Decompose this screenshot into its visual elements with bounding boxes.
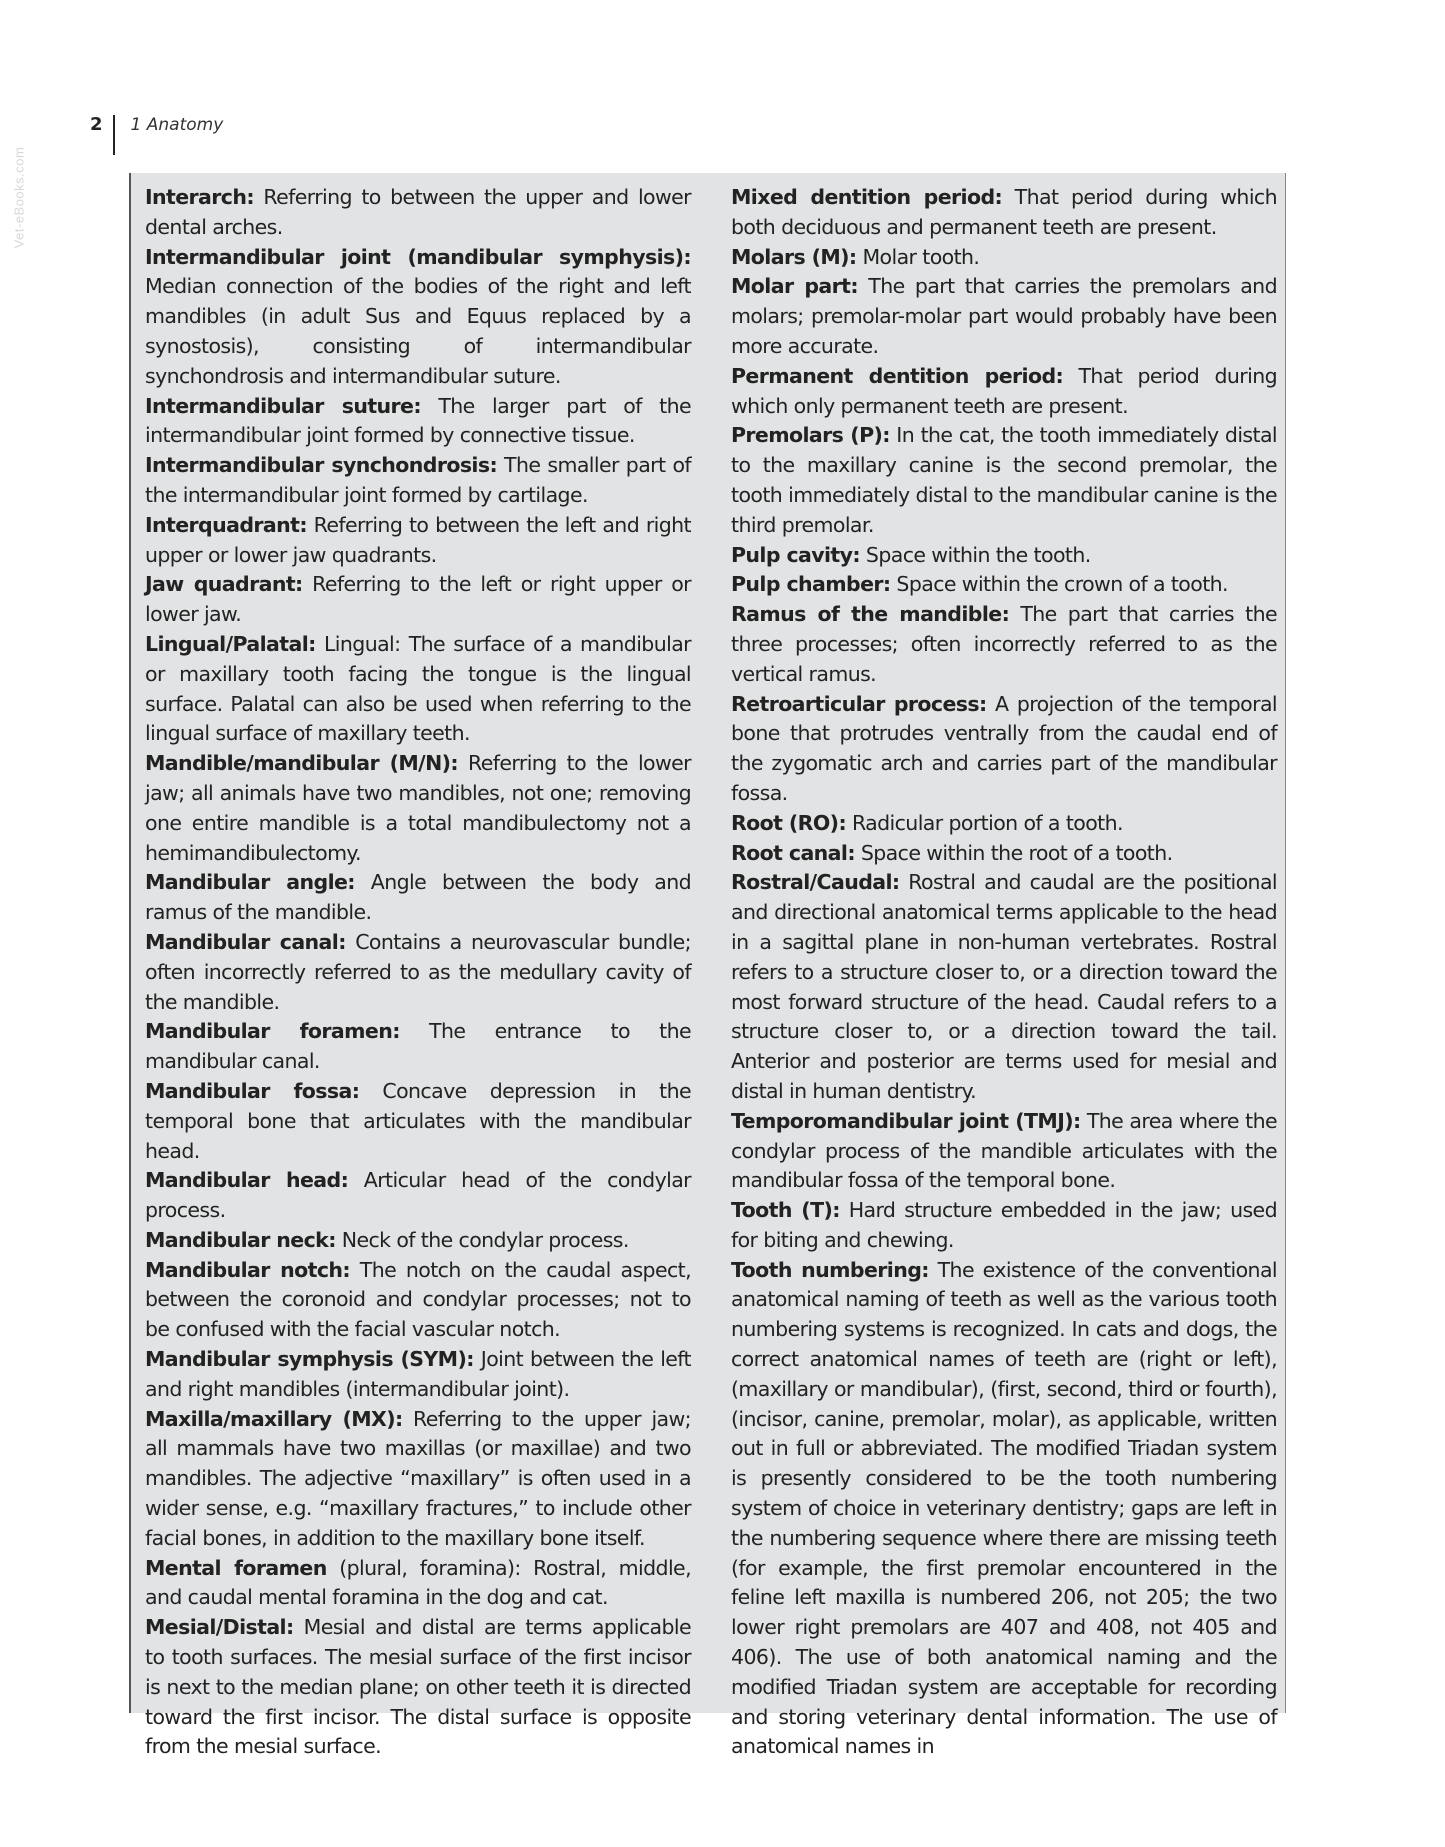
glossary-term: Mandibular symphysis (SYM):: [145, 1347, 474, 1372]
glossary-entry: [145, 1613, 691, 1762]
glossary-definition: Space within the root of a tooth.: [854, 840, 1173, 865]
glossary-definition: Articular head of the condylar process.: [145, 1168, 691, 1223]
glossary-entry: [145, 511, 691, 571]
glossary-definition: Space within the crown of a tooth.: [890, 572, 1228, 597]
glossary-entry: [145, 1256, 691, 1345]
glossary-definition: Referring to the upper jaw; all mammals have two maxillas (or maxillae) and two mandibles. The adjective “maxillary” is often used in a wider sense, e.g. “maxillary fractures,” to include other facial bones, in addition to the maxillary bone itself.: [145, 1406, 691, 1550]
running-head: [90, 115, 223, 155]
glossary-definition: Neck of the condylar process.: [335, 1227, 629, 1252]
glossary-definition: The larger part of the intermandibular joint formed by connective tissue.: [145, 393, 691, 448]
glossary-entry: [145, 1166, 691, 1226]
glossary-term: Permanent dentition period:: [731, 363, 1064, 388]
glossary-term: Retroarticular process:: [731, 691, 987, 716]
glossary-entry: [731, 1256, 1277, 1763]
glossary-definition: A projection of the temporal bone that protrudes ventrally from the caudal end of the zygomatic arch and carries part of the mandibular fossa.: [731, 691, 1278, 805]
glossary-term: Mandibular angle:: [145, 870, 355, 895]
glossary-definition: That period during which only permanent teeth are present.: [731, 363, 1277, 418]
glossary-entry: [145, 451, 691, 511]
glossary-term: Mesial/Distal:: [145, 1615, 294, 1640]
glossary-entry: [731, 1196, 1277, 1256]
glossary-term: Intermandibular joint (mandibular symphysis):: [145, 244, 691, 269]
glossary-definition: (plural, foramina): Rostral, middle, and caudal mental foramina in the dog and cat.: [145, 1555, 691, 1610]
glossary-definition: The area where the condylar process of the mandible articulates with the mandibular fossa of the temporal bone.: [731, 1108, 1277, 1193]
glossary-definition: Referring to between the upper and lower dental arches.: [145, 185, 691, 239]
glossary-term: Intermandibular synchondrosis:: [145, 453, 498, 478]
glossary-entry: [145, 868, 691, 928]
glossary-term: Mandibular neck:: [145, 1227, 336, 1252]
glossary-term: Interarch:: [145, 185, 254, 209]
page-number: 2: [90, 114, 103, 135]
glossary-entry: [145, 1226, 691, 1256]
glossary-entry: [145, 1077, 691, 1166]
glossary-definition: Referring to the left or right upper or lower jaw.: [145, 572, 691, 627]
glossary-term: Mixed dentition period:: [731, 185, 1003, 209]
glossary-definition: The part that carries the three processes; often incorrectly referred to as the vertical ramus.: [731, 602, 1277, 686]
glossary-term: Mandibular notch:: [145, 1257, 350, 1282]
glossary-term: Mandibular canal:: [145, 929, 346, 954]
glossary-definition: The part that carries the premolars and molars; premolar-molar part would probably have been more accurate.: [731, 274, 1277, 358]
glossary-term: Tooth (T):: [731, 1198, 840, 1223]
glossary-term: Mandibular fossa:: [145, 1078, 360, 1103]
header-divider: [113, 115, 115, 155]
glossary-term: Ramus of the mandible:: [731, 602, 1010, 627]
glossary-entry: [145, 749, 691, 868]
glossary-entry: [145, 630, 691, 749]
glossary-term: Lingual/Palatal:: [145, 631, 316, 656]
glossary-entry: [145, 1017, 691, 1077]
glossary-term: Intermandibular suture:: [145, 393, 421, 418]
glossary-definition: Angle between the body and ramus of the mandible.: [145, 870, 691, 925]
glossary-term: Jaw quadrant:: [145, 572, 303, 597]
glossary-term: Mandible/mandibular (M/N):: [145, 751, 458, 776]
glossary-definition: Joint between the left and right mandibles (intermandibular joint).: [145, 1347, 691, 1401]
glossary-entry: [731, 421, 1277, 540]
glossary-entry: [731, 868, 1277, 1106]
glossary-entry: [731, 362, 1277, 422]
glossary-entry: [145, 243, 691, 392]
glossary-term: Molars (M):: [731, 244, 857, 269]
glossary-definition: Median connection of the bodies of the right and left mandibles (in adult Sus and Equus replaced by a synostosis), consisting of intermandibular synchondrosis and intermandibular suture.: [145, 274, 691, 388]
glossary-column-right: [731, 183, 1278, 1759]
glossary-column-left: [145, 183, 691, 1759]
glossary-definition: Radicular portion of a tooth.: [846, 810, 1123, 835]
glossary-term: Tooth numbering:: [731, 1257, 929, 1282]
glossary-definition: The existence of the conventional anatomical naming of teeth as well as the various tooth numbering systems is recognized. In cats and dogs, the correct anatomical names of teeth are (right or left), (maxillary or mandibular), (first, second, third or fourth), (incisor, canine, premolar, molar), as applicable, written out in full or abbreviated. The modified Triadan system is presently considered to be the tooth numbering system of choice in veterinary dentistry; gaps are left in the numbering sequence where there are missing teeth (for example, the first premolar encountered in the feline left maxilla is numbered 206, not 205; the two lower right premolars are 407 and 408, not 405 and 406). The use of both anatomical naming and the modified Triadan system are acceptable for recording and storing veterinary dental information. The use of anatomical names in: [731, 1257, 1277, 1759]
glossary-definition: Referring to between the left and right upper or lower jaw quadrants.: [145, 512, 691, 567]
glossary-entry: [731, 272, 1277, 361]
glossary-entry: [731, 600, 1277, 689]
glossary-term: Root (RO):: [731, 810, 847, 835]
glossary-entry: [145, 183, 691, 243]
glossary-definition: Lingual: The surface of a mandibular or maxillary tooth facing the tongue is the lingual surface. Palatal can also be used when referring to the lingual surface of maxillary teeth.: [145, 631, 691, 746]
glossary-entry: [731, 809, 1277, 839]
glossary-entry: [145, 1554, 691, 1614]
glossary-definition: That period during which both deciduous and permanent teeth are present.: [731, 185, 1277, 239]
glossary-entry: [145, 1405, 691, 1554]
glossary-definition: Concave depression in the temporal bone that articulates with the mandibular head.: [145, 1078, 691, 1163]
glossary-term: Rostral/Caudal:: [731, 870, 900, 895]
chapter-title: 1 Anatomy: [130, 115, 224, 135]
glossary-definition: Rostral and caudal are the positional and directional anatomical terms applicable to the head in a sagittal plane in non-human vertebrates. Rostral refers to a structure closer to, or a direction toward the most forward structure of the head. Caudal refers to a structure closer to, or a direction toward the tail. Anterior and posterior are terms used for mesial and distal in human dentistry.: [731, 870, 1277, 1103]
glossary-term: Mental foramen: [145, 1555, 327, 1580]
glossary-entry: [731, 243, 1277, 273]
glossary-entry: [145, 570, 691, 630]
glossary-term: Mandibular foramen:: [145, 1019, 400, 1044]
glossary-term: Temporomandibular joint (TMJ):: [731, 1108, 1081, 1133]
glossary-term: Pulp cavity:: [731, 542, 860, 567]
glossary-definition: In the cat, the tooth immediately distal to the maxillary canine is the second premolar, the tooth immediately distal to the mandibular canine is the third premolar.: [731, 423, 1278, 537]
glossary-definition: Molar tooth.: [856, 244, 980, 269]
glossary-definition: Mesial and distal are terms applicable to tooth surfaces. The mesial surface of the first incisor is next to the median plane; on other teeth it is directed toward the first incisor. The distal surface is opposite from the mesial surface.: [145, 1615, 691, 1759]
glossary-definition: Hard structure embedded in the jaw; used for biting and chewing.: [731, 1198, 1277, 1252]
glossary-entry: [731, 570, 1277, 600]
glossary-term: Root canal:: [731, 840, 855, 865]
glossary-entry: [731, 690, 1277, 809]
glossary-entry: [145, 1345, 691, 1405]
glossary-definition: Contains a neurovascular bundle; often incorrectly referred to as the medullary cavity of the mandible.: [145, 929, 691, 1014]
glossary-definition: The entrance to the mandibular canal.: [145, 1019, 691, 1074]
glossary-definition: Space within the tooth.: [860, 542, 1091, 567]
glossary-definition: Referring to the lower jaw; all animals have two mandibles, not one; removing one entire mandible is a total mandibulectomy not a hemimandibulectomy.: [145, 751, 691, 865]
glossary-definition: The notch on the caudal aspect, between the coronoid and condylar processes; not to be confused with the facial vascular notch.: [145, 1257, 691, 1342]
glossary-box: [129, 173, 1286, 1759]
glossary-term: Interquadrant:: [145, 512, 307, 537]
glossary-entry: [731, 183, 1277, 243]
glossary-term: Maxilla/maxillary (MX):: [145, 1406, 403, 1431]
glossary-entry: [145, 392, 691, 452]
glossary-term: Premolars (P):: [731, 423, 890, 448]
glossary-entry: [731, 839, 1277, 869]
glossary-entry: [145, 928, 691, 1017]
glossary-definition: The smaller part of the intermandibular joint formed by cartilage.: [145, 453, 691, 507]
glossary-term: Pulp chamber:: [731, 572, 891, 597]
glossary-term: Mandibular head:: [145, 1168, 349, 1193]
glossary-entry: [731, 1107, 1277, 1196]
glossary-entry: [731, 541, 1277, 571]
watermark-text: Vet-eBooks.com: [11, 146, 27, 249]
glossary-term: Molar part:: [731, 274, 858, 299]
